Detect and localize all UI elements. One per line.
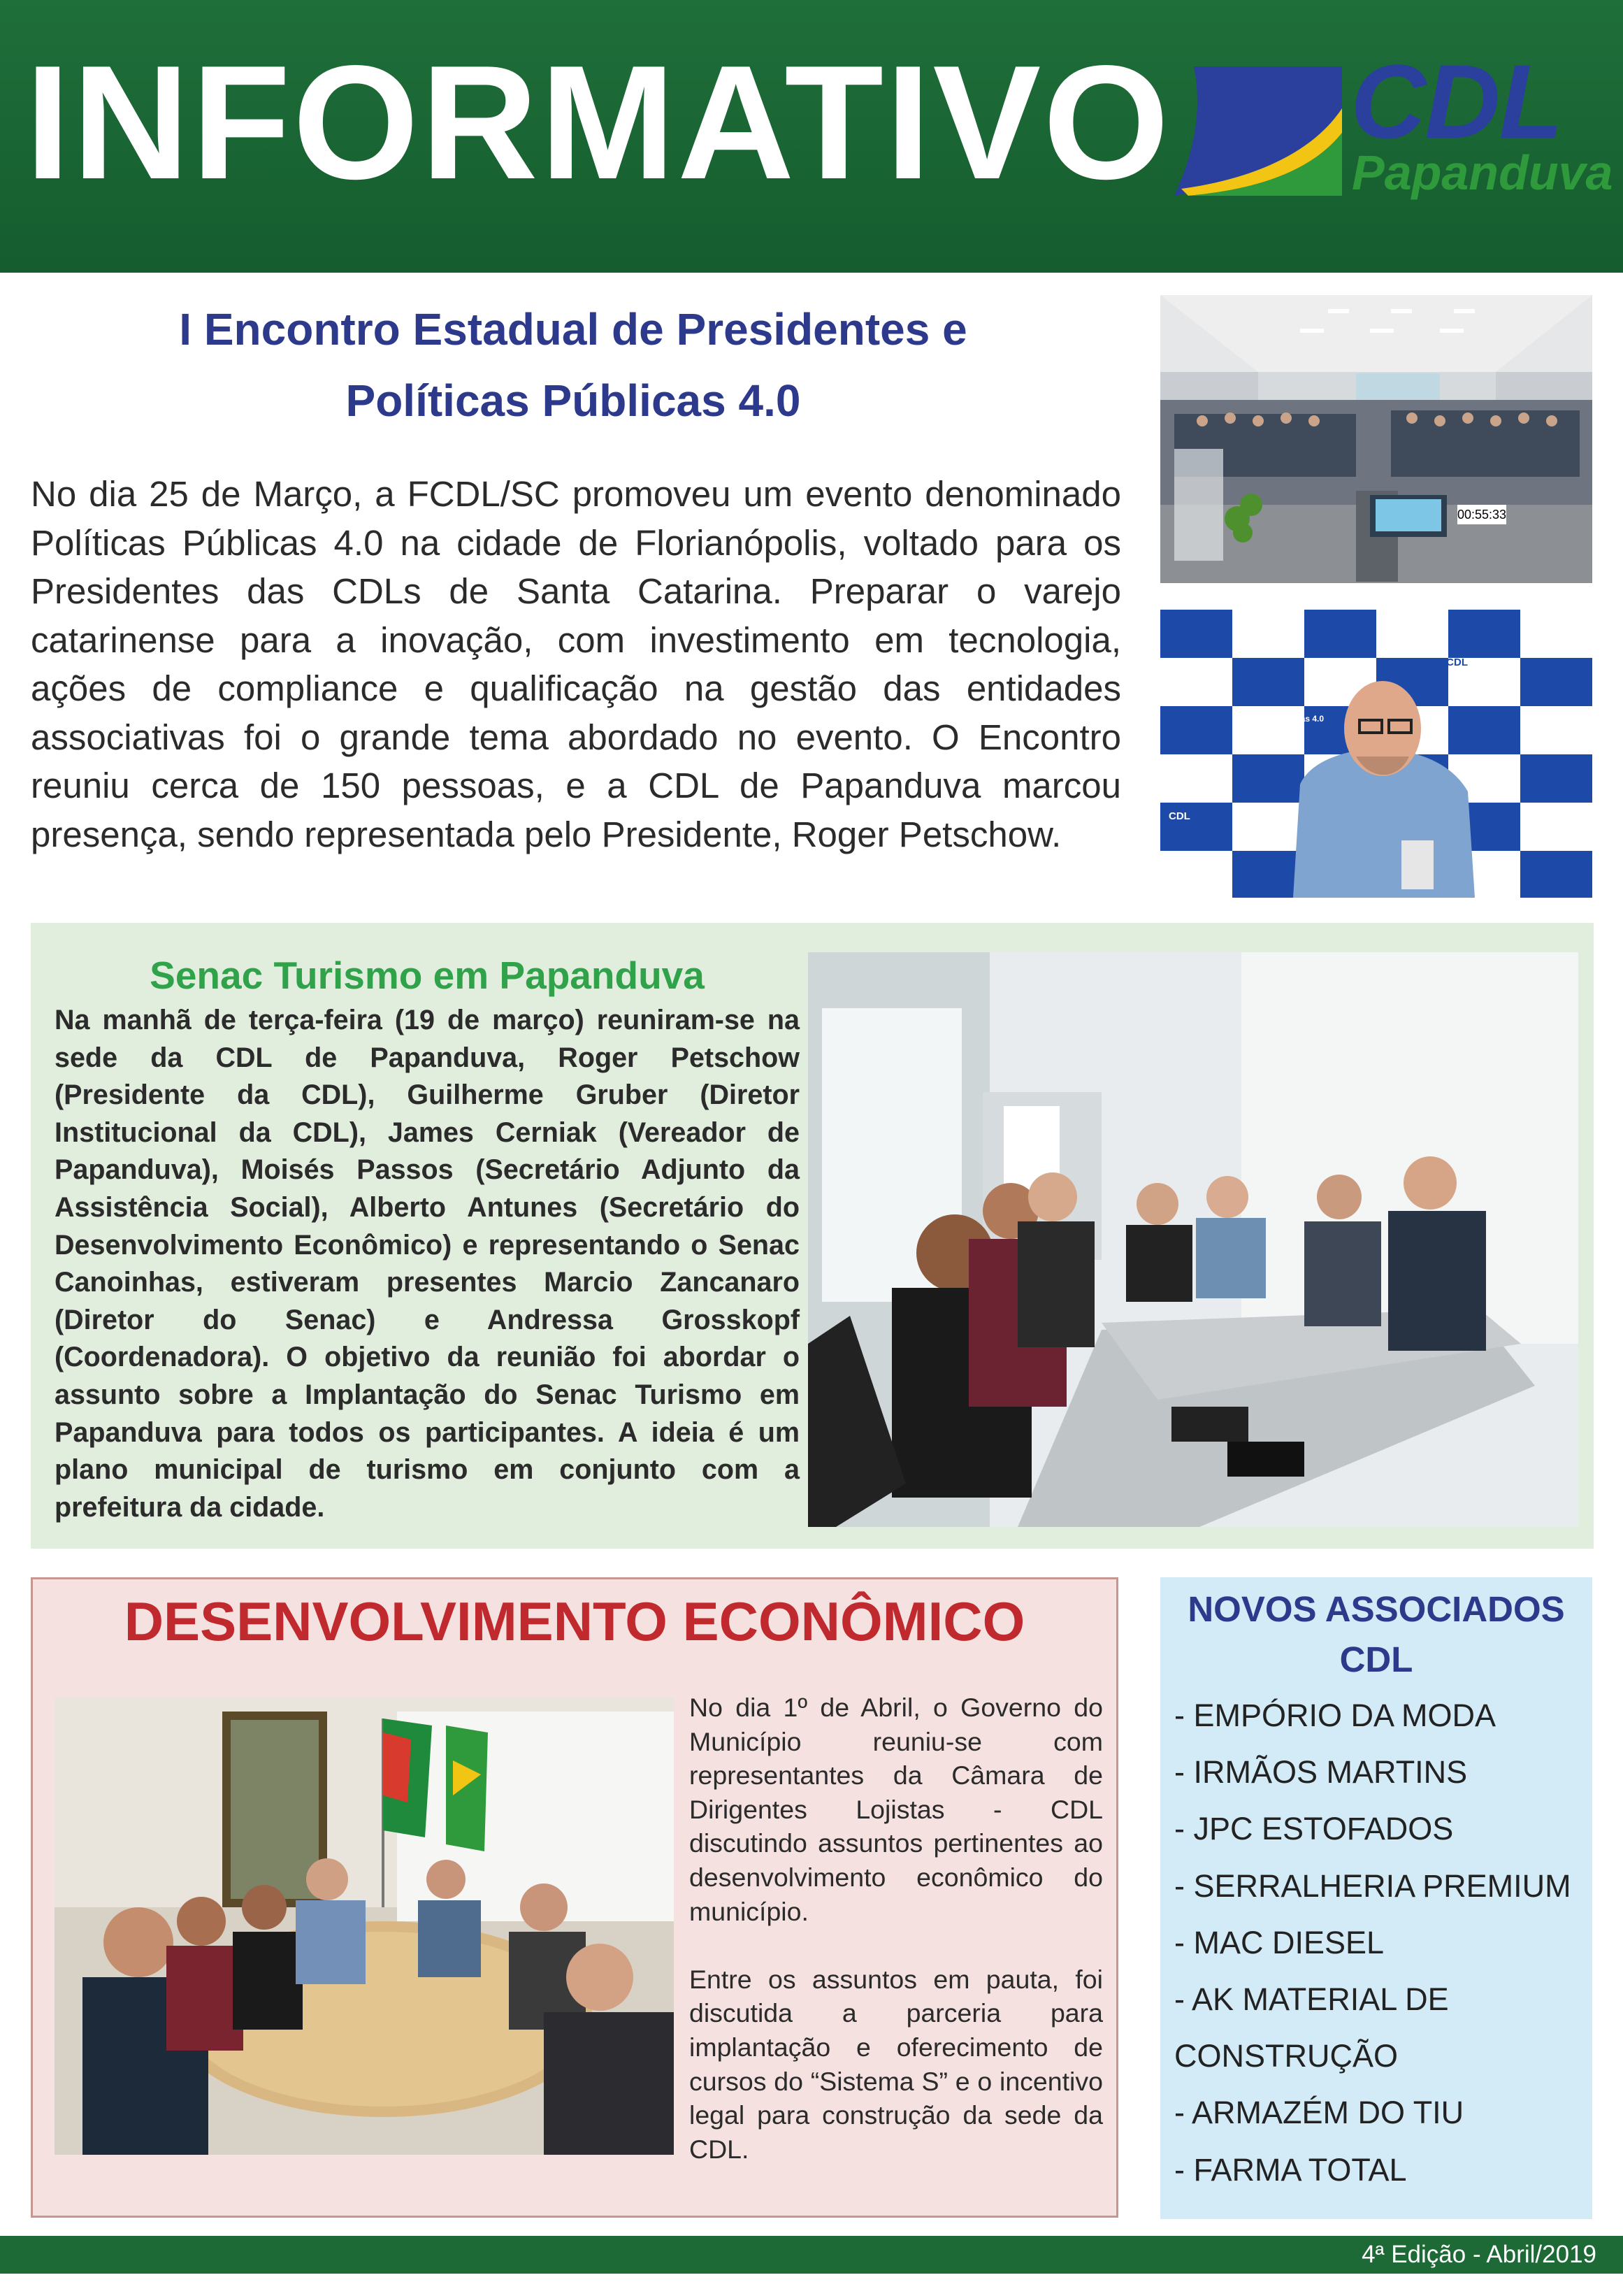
president-photo <box>1160 610 1592 898</box>
list-item: - AK MATERIAL DE <box>1174 1981 1449 2018</box>
list-item: - ARMAZÉM DO TIU <box>1174 2095 1464 2131</box>
novos-associados-title-line1: NOVOS ASSOCIADOS <box>1188 1589 1565 1629</box>
list-item: - IRMÃOS MARTINS <box>1174 1754 1468 1791</box>
auditorium-timer: 00:55:33 <box>1457 508 1507 522</box>
novos-associados-title <box>1160 1584 1592 1685</box>
edition-label: 4ª Edição - Abril/2019 <box>1362 2241 1596 2268</box>
article-politicas-title-line1: I Encontro Estadual de Presidentes e <box>179 304 967 354</box>
banner-cdl: CDL <box>1169 810 1190 822</box>
desenvolvimento-paragraph-2: Entre os assuntos em pauta, foi discutida a parceria para implantação e oferecimento de cursos do “Sistema S” e o incentivo legal para construção da sede da CDL. <box>689 1964 1103 2164</box>
senac-meeting-photo <box>808 952 1578 1527</box>
article-politicas-title <box>28 294 1118 436</box>
desenvolvimento-meeting-photo <box>55 1698 674 2155</box>
senac-body: Na manhã de terça-feira (19 de março) reuniram-se na sede da CDL de Papanduva, Roger Petschow (Presidente da CDL), Guilherme Gruber (Diretor Institucional da CDL), James Cerniak (Vereador de Papanduva), Moisés Passos (Secretário Adjunto da Assistência Social), Alberto Antunes (Secretário do Desenvolvimento Econômico) e representando o Senac Canoinhas, estiveram presentes Marcio Zancanaro (Diretor do Senac) e Andressa Grosskopf (Coordenadora). O objetivo da reunião foi abordar o assunto sobre a Implantação do Senac Turismo em Papanduva para todos os participantes. A ideia é um plano municipal de turismo em conjunto com a prefeitura da cidade. <box>55 1005 800 1523</box>
article-politicas-title-line2: Políticas Públicas 4.0 <box>345 375 801 426</box>
banner-spc: SPC <box>1169 712 1190 724</box>
banner-fcdl: FCDL <box>1440 656 1468 668</box>
list-item: - SERRALHERIA PREMIUM <box>1174 1867 1571 1904</box>
list-item: - EMPÓRIO DA MODA <box>1174 1698 1496 1733</box>
banner-politicas: Políticas Públicas 4.0 <box>1239 714 1325 724</box>
newsletter-title: INFORMATIVO <box>25 32 1171 213</box>
list-item: - JPC ESTOFADOS <box>1174 1811 1454 1847</box>
desenvolvimento-title: DESENVOLVIMENTO ECONÔMICO <box>124 1591 1025 1652</box>
senac-title: Senac Turismo em Papanduva <box>150 954 705 997</box>
list-item: - FARMA TOTAL <box>1174 2151 1407 2188</box>
logo-cdl-text: CDL <box>1350 43 1562 160</box>
list-item: CONSTRUÇÃO <box>1174 2038 1399 2074</box>
article-politicas-body: No dia 25 de Março, a FCDL/SC promoveu um evento denominado Políticas Públicas 4.0 na cidade de Florianópolis, voltado para os Presidentes das CDLs de Santa Catarina. Preparar o varejo catarinense para a inovação, com investimento em tecnologia, ações de compliance e qualificação na gestão das entidades associativas foi o grande tema abordado no evento. O Encontro reuniu cerca de 150 pessoas, e a CDL de Papanduva marcou presença, sendo representada pelo Presidente, Roger Petschow. <box>31 474 1121 854</box>
desenvolvimento-paragraph-1: No dia 1º de Abril, o Governo do Município reuniu-se com representantes da Câmara de Dirigentes Lojistas - CDL discutindo assuntos pertinentes ao desenvolvimento econômico do município. <box>689 1693 1103 1926</box>
novos-associados-list <box>1174 1687 1587 2198</box>
list-item: - MAC DIESEL <box>1174 1924 1385 1960</box>
logo-city-text: Papanduva <box>1352 145 1613 200</box>
auditorium-photo <box>1160 295 1592 583</box>
novos-associados-title-line2: CDL <box>1339 1640 1413 1679</box>
cdl-logo-flag-icon <box>1174 66 1342 196</box>
desenvolvimento-body <box>689 1691 1103 2166</box>
banner-cndl: CNDL <box>1265 656 1294 668</box>
